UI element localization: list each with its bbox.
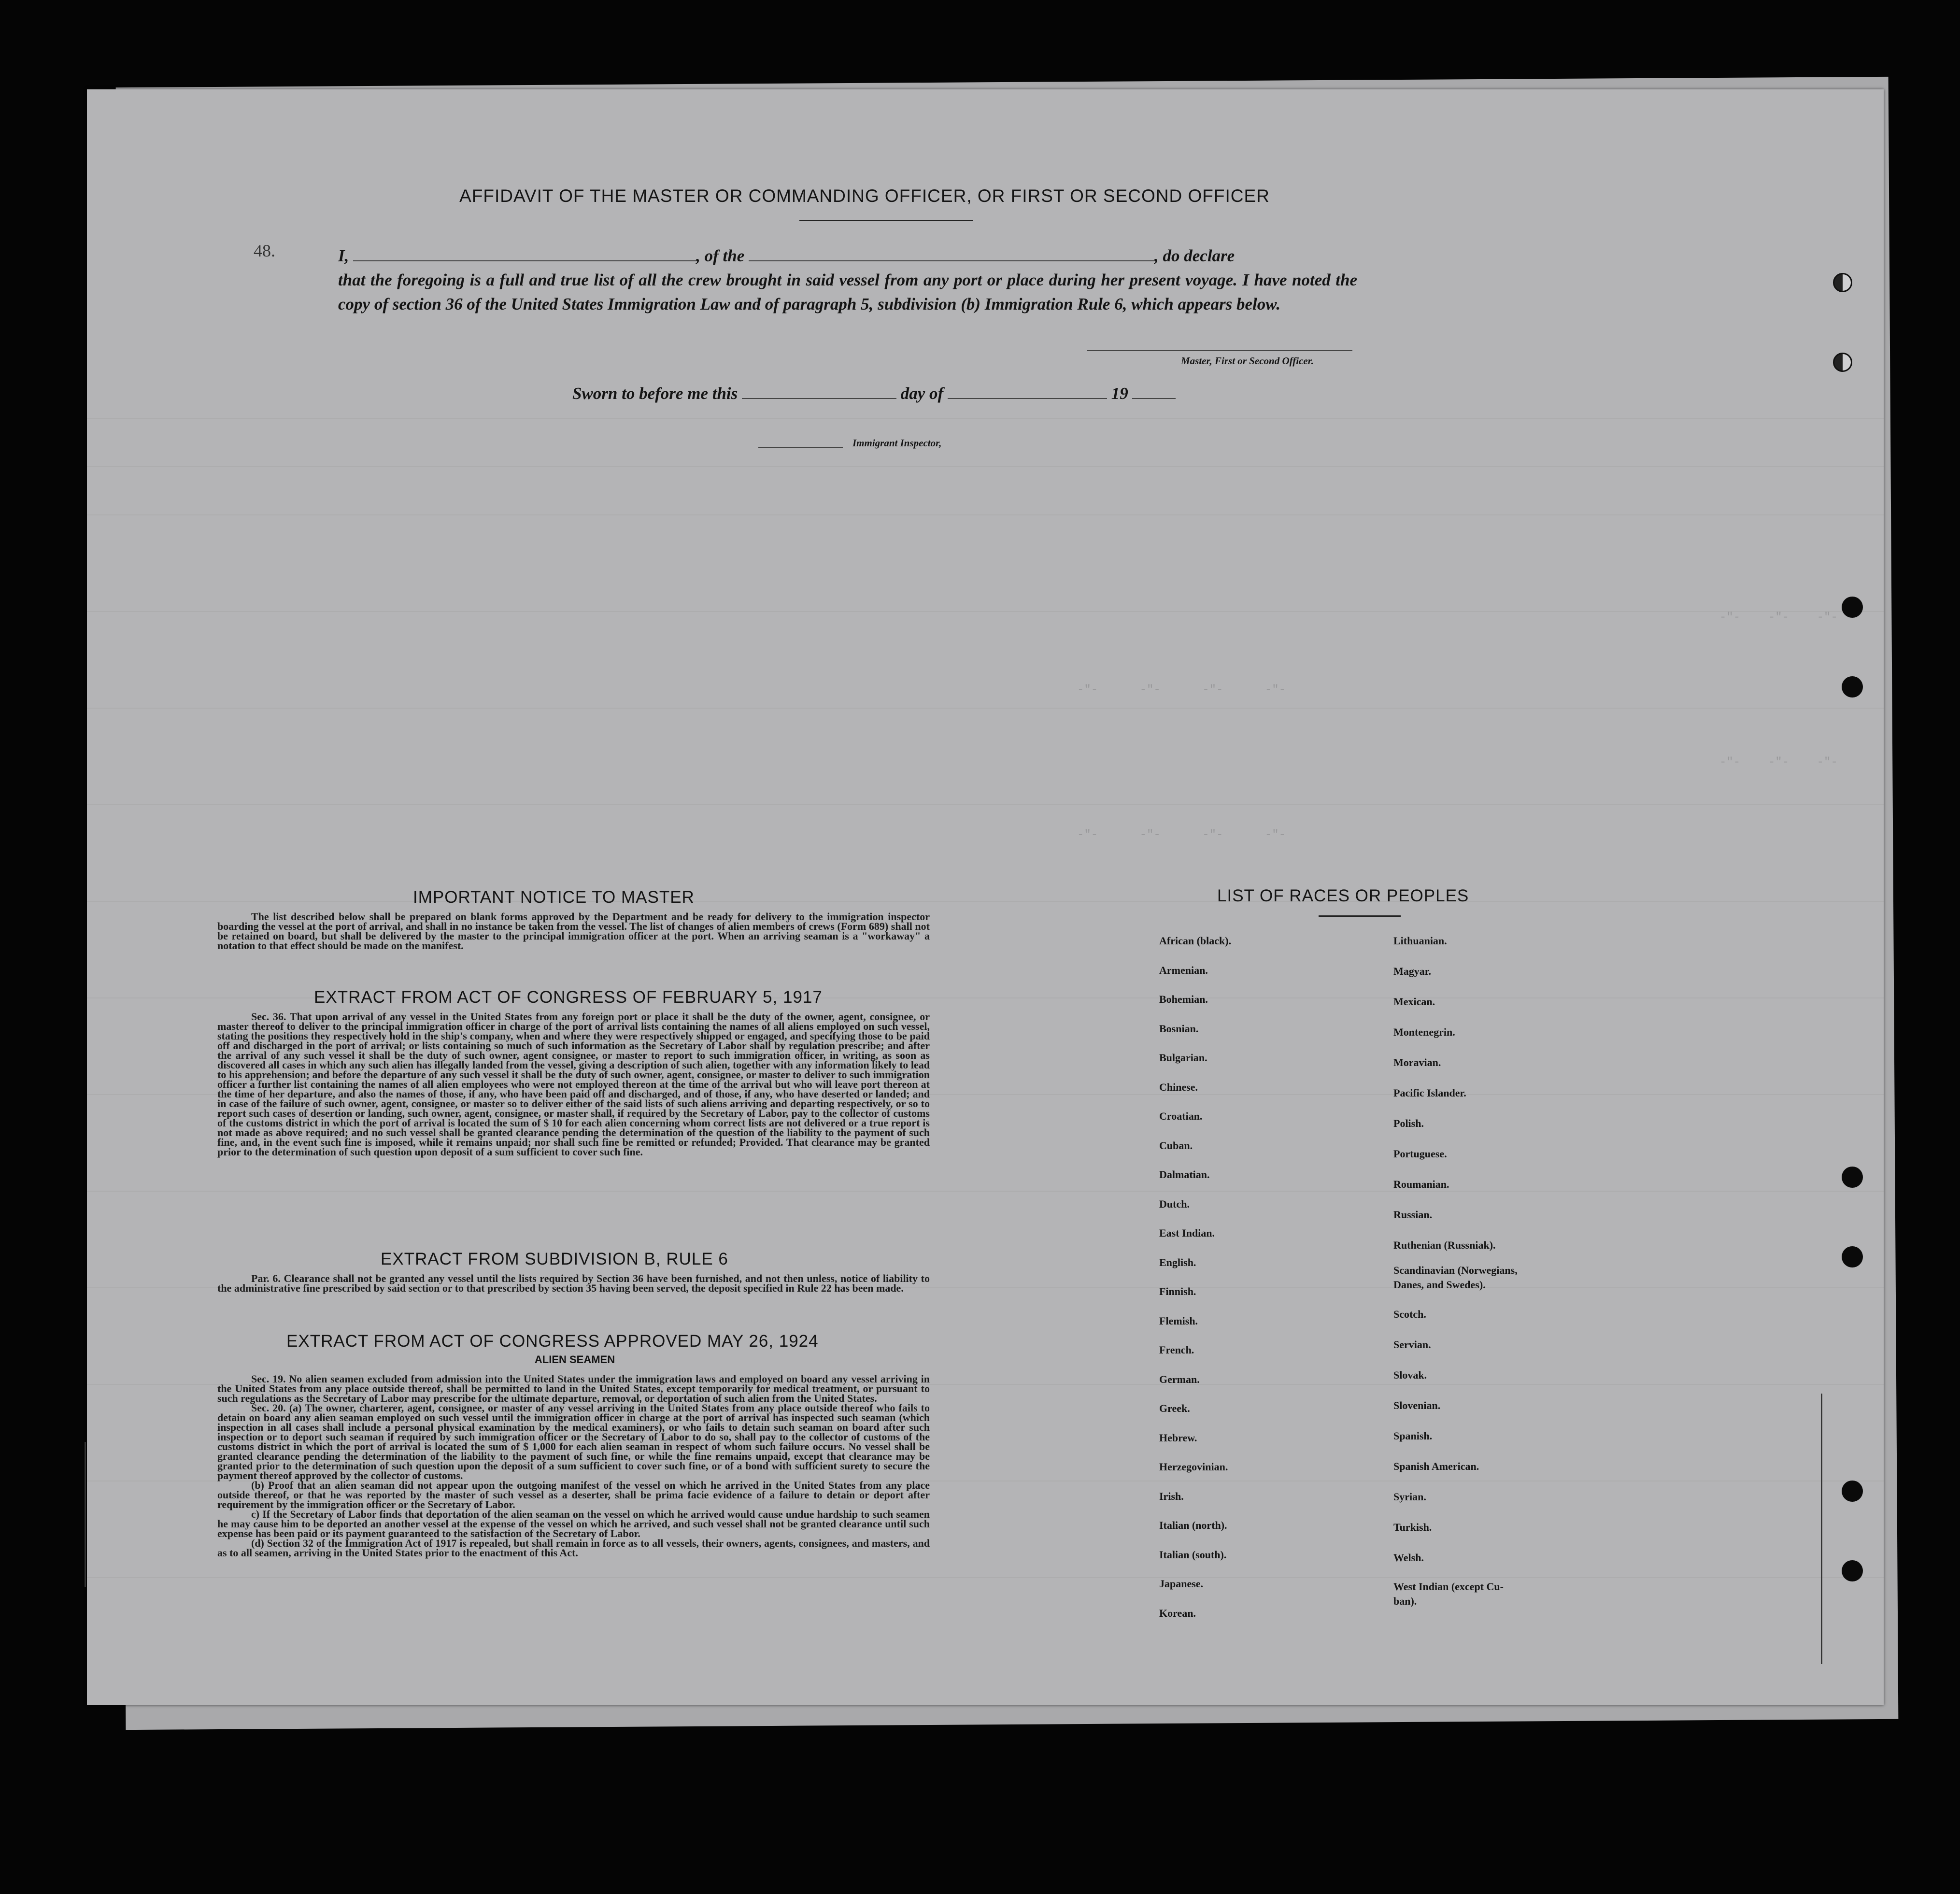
sworn-date-blank[interactable] bbox=[742, 398, 896, 399]
race-item: Korean. bbox=[1159, 1607, 1196, 1619]
sec20b-text: (b) Proof that an alien seaman did not appear upon the outgoing manifest of the vessel on which he arrived in the United States from any place outside thereof, or that he was reported by the master of such vessel as a deserter, shall be prima facie evidence of a failure to detain or deport after requirement by the immigration officer or the Secretary of Labor. bbox=[217, 1479, 930, 1510]
race-item: Pacific Islander. bbox=[1393, 1087, 1466, 1099]
race-item: Servian. bbox=[1393, 1339, 1431, 1351]
race-item: German. bbox=[1159, 1373, 1200, 1385]
page-number: 48. bbox=[254, 241, 275, 260]
race-item: French. bbox=[1159, 1344, 1194, 1356]
race-item: Slovenian. bbox=[1393, 1399, 1441, 1411]
extract-1924-subtitle: ALIEN SEAMEN bbox=[534, 1353, 615, 1366]
race-item: Turkish. bbox=[1393, 1521, 1432, 1533]
of-the-label: , of the bbox=[696, 246, 745, 265]
race-item: Italian (south). bbox=[1159, 1548, 1227, 1561]
sworn-year: 19 bbox=[1111, 384, 1128, 403]
sec20a-text: Sec. 20. (a) The owner, charterer, agent, consignee, or master of any vessel arriving in the United States from any place outside thereof who fails to detain on board any alien seaman employed on such vessel until the immigration officer in charge at the port of arrival has inspected such seaman (which inspection in all cases shall include a personal physical examination by the medical examiners), or who fails to detain such seaman on board after such inspection or to deport such seaman if required by such immigration officer or the Secretary of Labor to do so, shall pay to the collector of customs of the customs district in which the port of arrival is located the sum of $ 1,000 for each alien seaman in respect of whom such failure occurs. No vessel shall be granted clearance pending the determination of the liability to the payment of such fine, or while the fine remains unpaid, except that clearance may be granted prior to the determination of such question upon the deposit of a sum sufficient to cover such fine, or of a bond with sufficient surety to secure the payment thereof approved by the collector of customs. bbox=[217, 1402, 930, 1481]
punch-hole-icon bbox=[1842, 597, 1863, 618]
race-item: Spanish. bbox=[1393, 1430, 1433, 1442]
inspector-caption: Immigrant Inspector, bbox=[852, 437, 942, 449]
punch-hole-icon bbox=[1833, 273, 1852, 292]
bleed-through-text: -"- -"- -"- -"- bbox=[1077, 684, 1286, 697]
sec36-text: That upon arrival of any vessel in the United States from any foreign port or place it shall be the duty of the owner, agent, consignee, or master thereof to deliver to the principal immigration officer in charge of the port of arrival lists containing the names of all aliens employed on such vessel, stating the positions they respectively hold in the ship's company, when and where they were respectively shipped or engaged, and specifying those to be paid off and discharged in the port of arrival; or lists containing so much of such information as the Secretary of Labor shall by regulation prescribe; and after the arrival of any such vessel it shall be the duty of such owner, agent consignee, or master to report to such immigration officer, in writing, as soon as discovered all cases in which any such alien has illegally landed from the vessel, giving a description of such alien, together with any information likely to lead to his apprehension; and before the departure of any such vessel it shall be the duty of such owner, agent, consignee, or master to deliver to such immigration officer a further list containing the names of all alien employees who were not employed thereon at the time of the arrival but who will leave port thereon at the time of her departure, and also the names of those, if any, who have been paid off and discharged, and of those, if any, who have deserted or landed; and in case of the failure of such owner, agent, consignee, or master so to deliver either of the said lists of such aliens arriving and departing respectively, or so to report such cases of desertion or landing, such owner, agent, consignee, or master shall, if required by the Secretary of Labor, pay to the collector of customs of the customs district in which the port of arrival is located the sum of $ 10 for each alien concerning whom correct lists are not delivered or a true report is not made as above required; and no such vessel shall be granted clearance pending the determination of the question of the liability to the payment of such fine, and, in the event such fine is imposed, while it remains unpaid; nor shall such fine be remitted or refunded; Provided. That clearance may be granted prior to the determination of such question upon deposit of a sum sufficient to cover such fine. bbox=[217, 1011, 930, 1158]
notice-title: IMPORTANT NOTICE TO MASTER bbox=[413, 888, 695, 907]
punch-hole-icon bbox=[1833, 353, 1852, 372]
extract-1917-title: EXTRACT FROM ACT OF CONGRESS OF FEBRUARY 5, 1917 bbox=[314, 988, 823, 1007]
sec20c-text: c) If the Secretary of Labor finds that deportation of the alien seaman on the vessel on which he arrived would cause undue hardship to such seamen he may cause him to be deported an another vessel at the expense of the vessel on which he arrived, and such vessel shall not be granted clearance until such expense has been paid or its payment guaranteed to the satisfaction of the Secretary of Labor. bbox=[217, 1508, 930, 1539]
race-item: East Indian. bbox=[1159, 1227, 1215, 1239]
affidavit-body bbox=[338, 244, 1357, 316]
race-item: English. bbox=[1159, 1256, 1196, 1268]
sworn-day-of: day of bbox=[900, 384, 944, 403]
inspector-signature-line[interactable] bbox=[758, 447, 843, 448]
signature-caption: Master, First or Second Officer. bbox=[1181, 355, 1314, 367]
sec36-label: Sec. 36. bbox=[251, 1011, 286, 1023]
race-item: West Indian (except Cu- ban). bbox=[1393, 1581, 1504, 1607]
race-item: Spanish American. bbox=[1393, 1460, 1479, 1472]
race-item: Croatian. bbox=[1159, 1110, 1203, 1122]
punch-hole-icon bbox=[1842, 1560, 1863, 1581]
bleed-through-text: -"- -"- -"- bbox=[1719, 756, 1838, 769]
race-item: Italian (north). bbox=[1159, 1519, 1227, 1531]
margin-line bbox=[1821, 1394, 1822, 1664]
do-declare-label: , do declare bbox=[1154, 246, 1235, 265]
extract-rule6-text: Par. 6. Clearance shall not be granted any vessel until the lists required by Section 36 have been furnished, and not then unless, notice of liability to the administrative fine prescribed by said section or to that prescribed by section 35 having been served, the deposit specified in Rule 22 has been made. bbox=[217, 1272, 930, 1294]
extract-rule6-title: EXTRACT FROM SUBDIVISION B, RULE 6 bbox=[381, 1250, 728, 1268]
race-item: Japanese. bbox=[1159, 1578, 1204, 1590]
declaration-line bbox=[338, 244, 1357, 268]
extract-1917-text bbox=[217, 1012, 930, 1157]
race-item: Roumanian. bbox=[1393, 1178, 1449, 1190]
affidavit-title: AFFIDAVIT OF THE MASTER OR COMMANDING OFFICER, OR FIRST OR SECOND OFFICER bbox=[459, 186, 1270, 206]
bleed-through-text: -"- -"- -"- -"- bbox=[1077, 828, 1286, 841]
declaration-text: that the foregoing is a full and true list of all the crew brought in said vessel from any port or place during her present voyage. I have noted the copy of section 36 of the United States Immigration Law and of paragraph 5, subdivision (b) Immigration Rule 6, which appears below. bbox=[338, 271, 1357, 313]
bleed-through-text: -"- -"- -"- bbox=[1719, 611, 1838, 624]
race-item: Bosnian. bbox=[1159, 1022, 1199, 1035]
signature-line[interactable] bbox=[1087, 350, 1352, 351]
races-title: LIST OF RACES OR PEOPLES bbox=[1217, 886, 1469, 905]
race-item: Slovak. bbox=[1393, 1369, 1427, 1381]
race-item: Ruthenian (Russniak). bbox=[1393, 1239, 1496, 1251]
race-item: Welsh. bbox=[1393, 1552, 1424, 1564]
race-item: Russian. bbox=[1393, 1209, 1433, 1221]
race-item: Dalmatian. bbox=[1159, 1168, 1210, 1181]
race-item: Armenian. bbox=[1159, 964, 1208, 976]
extract-1924-title: EXTRACT FROM ACT OF CONGRESS APPROVED MAY 26, 1924 bbox=[286, 1332, 819, 1351]
margin-line bbox=[85, 1442, 86, 1587]
sworn-month-blank[interactable] bbox=[948, 398, 1107, 399]
sworn-prefix: Sworn to before me this bbox=[572, 384, 738, 403]
race-item: Polish. bbox=[1393, 1117, 1424, 1129]
race-item: Dutch. bbox=[1159, 1197, 1190, 1210]
races-divider bbox=[1319, 915, 1401, 917]
race-item: Herzegovinian. bbox=[1159, 1461, 1228, 1473]
vessel-blank[interactable] bbox=[749, 260, 1154, 261]
race-item: Moravian. bbox=[1393, 1056, 1441, 1068]
sec20d-text: (d) Section 32 of the Immigration Act of 1917 is repealed, but shall remain in force as to all vessels, their owners, agents, consignees, and masters, and as to all seamen, arriving in the United States prior to the enactment of this Act. bbox=[217, 1537, 930, 1559]
race-item: Bohemian. bbox=[1159, 993, 1208, 1005]
race-item: Hebrew. bbox=[1159, 1431, 1197, 1444]
race-item: Scotch. bbox=[1393, 1308, 1426, 1320]
race-item: Magyar. bbox=[1393, 965, 1432, 977]
title-divider bbox=[799, 220, 973, 221]
races-left-column bbox=[1159, 926, 1362, 1628]
race-item: Montenegrin. bbox=[1393, 1026, 1455, 1038]
race-item: African (black). bbox=[1159, 935, 1232, 947]
race-item: Bulgarian. bbox=[1159, 1052, 1207, 1064]
punch-hole-icon bbox=[1842, 1167, 1863, 1188]
races-right-column bbox=[1393, 926, 1625, 1609]
sworn-line bbox=[572, 384, 1176, 403]
race-item: Mexican. bbox=[1393, 996, 1435, 1008]
sec19-text: Sec. 19. No alien seamen excluded from admission into the United States under the immigration laws and employed on board any vessel arriving in the United States from any place outside thereof, shall be permitted to land in the United States, except temporarily for medical treatment, or pursuant to such regulations as the Secretary of Labor may prescribe for the ultimate departure, removal, or deportation of such alien from the United States. bbox=[217, 1373, 930, 1404]
race-item: Irish. bbox=[1159, 1490, 1184, 1502]
race-item: Finnish. bbox=[1159, 1285, 1196, 1297]
race-item: Scandinavian (Norwegians, Danes, and Swedes). bbox=[1393, 1264, 1518, 1291]
extract-1924-text bbox=[217, 1374, 930, 1558]
race-item: Cuban. bbox=[1159, 1139, 1193, 1152]
punch-hole-icon bbox=[1842, 676, 1863, 698]
punch-hole-icon bbox=[1842, 1481, 1863, 1502]
punch-hole-icon bbox=[1842, 1246, 1863, 1267]
race-item: Flemish. bbox=[1159, 1314, 1198, 1327]
race-item: Chinese. bbox=[1159, 1081, 1198, 1093]
i-label: I, bbox=[338, 246, 349, 265]
race-item: Portuguese. bbox=[1393, 1148, 1447, 1160]
race-item: Greek. bbox=[1159, 1402, 1190, 1414]
race-item: Syrian. bbox=[1393, 1491, 1426, 1503]
race-item: Lithuanian. bbox=[1393, 935, 1447, 947]
notice-text: The list described below shall be prepared on blank forms approved by the Department and be ready for delivery to the immigration inspector boarding the vessel at the port of arrival, and shall in no instance be taken from the vessel. The list of changes of alien members of crews (Form 689) shall not be retained on board, but shall be delivered by the master to the principal immigration officer at the port. When an arriving seaman is a "workaway" a notation to that effect should be made on the manifest. bbox=[217, 911, 930, 952]
sworn-year-blank[interactable] bbox=[1132, 398, 1176, 399]
name-blank[interactable] bbox=[353, 260, 696, 261]
